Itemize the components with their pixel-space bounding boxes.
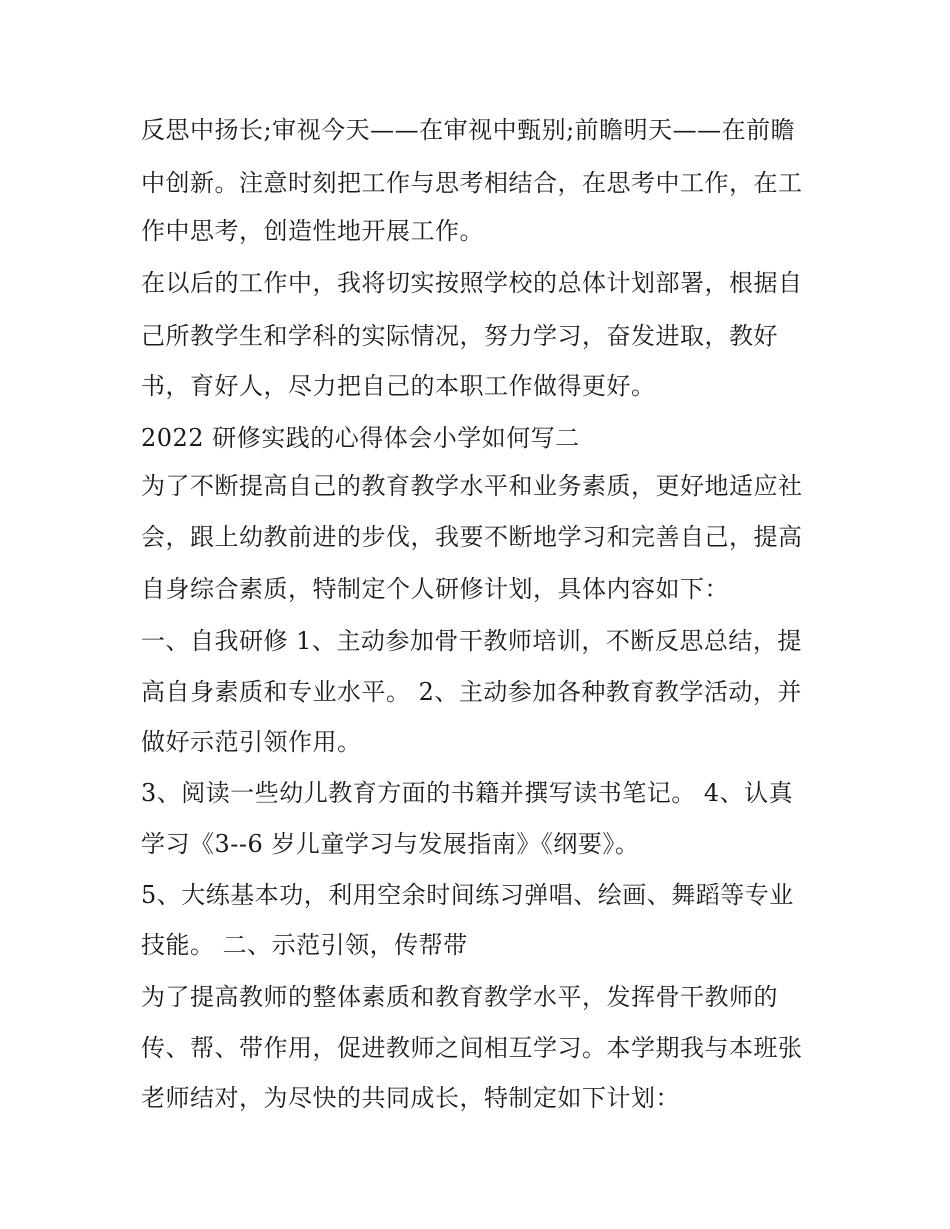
text-line: 为了不断提高自己的教育教学水平和业务素质，更好地适应社 <box>141 472 803 500</box>
text-line: 己所教学生和学科的实际情况，努力学习，奋发进取，教好 <box>141 322 778 350</box>
text-line: 反思中扬长;审视今天——在审视中甄别;前瞻明天——在前瞻 <box>141 116 796 144</box>
text-line: 自身综合素质，特制定个人研修计划，具体内容如下： <box>141 575 729 603</box>
text-line: 会，跟上幼教前进的步伐，我要不断地学习和完善自己，提高 <box>141 523 803 551</box>
text-line: 做好示范引领作用。 <box>141 728 362 756</box>
text-line: 作中思考，创造性地开展工作。 <box>141 217 484 245</box>
text-line: 技能。 二、示范引领，传帮带 <box>141 931 468 959</box>
text-line: 为了提高教师的整体素质和教育教学水平，发挥骨干教师的 <box>141 983 778 1011</box>
text-line: 书，育好人，尽力把自己的本职工作做得更好。 <box>141 372 656 400</box>
text-line: 在以后的工作中，我将切实按照学校的总体计划部署，根据自 <box>141 269 803 297</box>
text-line: 传、帮、带作用，促进教师之间相互学习。本学期我与本班张 <box>141 1034 803 1062</box>
text-line: 3、阅读一些幼儿教育方面的书籍并撰写读书笔记。 4、认真 <box>141 779 794 807</box>
text-line: 学习《3--6 岁儿童学习与发展指南》《纲要》。 <box>141 830 640 858</box>
text-line: 一、自我研修 1、主动参加骨干教师培训，不断反思总结，提 <box>141 627 802 655</box>
text-line: 老师结对，为尽快的共同成长，特制定如下计划： <box>141 1084 680 1112</box>
text-line: 中创新。注意时刻把工作与思考相结合，在思考中工作，在工 <box>141 169 803 197</box>
text-line: 5、大练基本功，利用空余时间练习弹唱、绘画、舞蹈等专业 <box>141 881 794 909</box>
section-heading: 2022 研修实践的心得体会小学如何写二 <box>141 424 580 452</box>
text-line: 高自身素质和专业水平。 2、主动参加各种教育教学活动，并 <box>141 678 802 706</box>
